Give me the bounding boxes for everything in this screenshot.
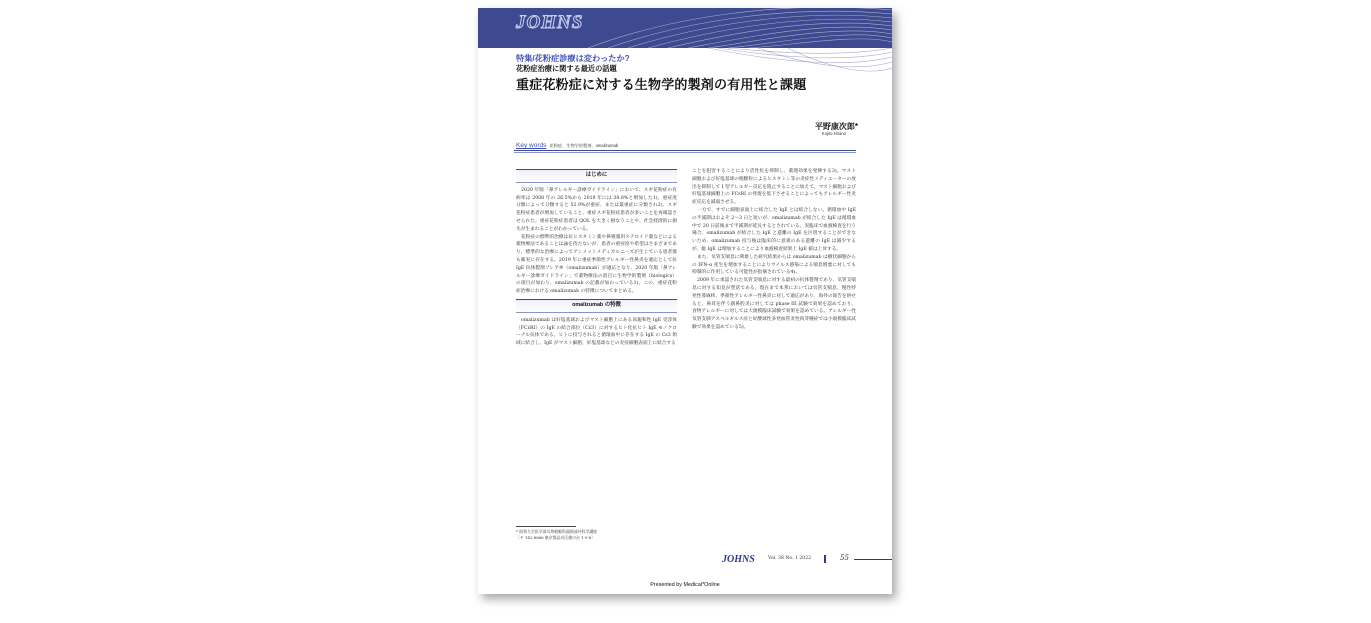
journal-logo-footer: JOHNS	[722, 554, 755, 565]
footnote	[516, 529, 678, 541]
paragraph: 2009 年に承認された気管支喘息に対する最初の抗体製剤であり、気管支喘息に対する知見が豊富である。現在まで本邦においては気管支喘息、慢性特発性蕁麻疹、季節性アレルギー性鼻炎に対して適応があり、海外の報告を併せると、鼻茸を伴う副鼻腔炎に対しては phase III 試験で効果を認めており、食物アレルギーに対しては大規模臨床試験で効果を認めている。アレルギー性気管支肺アスペルギルス症と好酸球性多発血管炎性肉芽腫症では小規模臨床試験で効果を認めている5)。	[692, 278, 856, 330]
keywords-list: 花粉症、生物学的製剤、omalizumab	[549, 143, 619, 148]
article-subtitle: 花粉症治療に関する最近の話題	[516, 64, 617, 73]
footer-rule	[854, 559, 892, 560]
paragraph: 2020 年版「鼻アレルギー診療ガイドライン」において、スギ花粉症の有病率は 2008 年の 26.5%から 2019 年には 38.8%と増加した1)。重症度分類によって分類すると 52.9%が重症、または最重症に分類され2)、スギ花粉症患者が増加していること、重症スギ花粉症患者が多いことを再確認させられた。重症花粉症患者は QOL を大きく損なうことや、社会経済的に損失が生まれることがわかっている。	[516, 187, 677, 232]
paragraph: ことを阻害することにより活性化を抑制し、薬理効果を発揮する3)。マスト細胞および好塩基球の脱顆粒によるヒスタミン等の炎症性メディエーターの放出を抑制して I 型アレルギー反応を阻止することに加えて、マスト細胞および好塩基球細胞上の FCεRI の発現を低下させることによってもアレルギー性炎症反応を減弱させる。	[692, 169, 856, 206]
keywords-label: Key words	[516, 142, 547, 149]
paragraph: 花粉症の標準的治療は抗ヒスタミン薬や鼻噴霧用ステロイド薬などによる薬物療法であることは論を待たないが、患者の重症度や希望はさまざまであり、標準的な治療によってアンメットメディカルニーズが生じている患者群も確実に存在する。2019 年に重症季節性アレルギー性鼻炎を適応として抗 IgE 抗体製剤ゾレア®（omalizumab）が適応となり、2020 年版「鼻アレルギー診療ガイドライン」で薬物療法の項目に生物学的製剤（biologics）の項目が加わり、omalizumab の記載が加わっている1)。この、重症花粉症治療における omalizumab の特徴についてまとめる。	[516, 234, 677, 295]
author-romaji: Kojiro Hirano	[821, 131, 846, 136]
header-band	[478, 8, 892, 48]
footnote-affiliation: * 昭和大学医学部耳鼻咽喉科頭頸部外科学講座	[516, 529, 597, 534]
page-number: 55	[840, 554, 849, 562]
footer-separator	[824, 555, 826, 563]
paragraph: omalizumab は好塩基球およびマスト細胞上にある高親和性 IgE 受容体（FCεRI）の IgE の結合部位（Cε3）に対するヒト化抗ヒト IgE モノクローナル抗体である。ヒトに投与されると循環血中に存在する IgE の Cε3 領域に結合し、IgE がマスト細胞、好塩基球などの炎症細胞表面上に結合する	[516, 317, 677, 347]
article-title: 重症花粉症に対する生物学的製剤の有用性と課題	[516, 77, 807, 92]
footnote-address: 〔〒 142-8666 東京都品川区旗の台 1-5-8〕	[516, 535, 596, 540]
volume-info: Vol. 38 No. 1 2022	[768, 556, 812, 561]
section-heading-intro: はじめに	[516, 169, 677, 183]
special-issue-label: 特集/花粉症診療は変わったか?	[516, 54, 630, 63]
column-right	[692, 168, 856, 332]
paragraph: 一方で、すでに細胞表面上に結合した IgE とは結合しない。循環血中 IgE の半減期はおよそ 2〜3 日と短いが、omalizumab が結合した IgE は循環血中で 20 日前後まで半減期が延長するとされている。実臨床で血液検査を行う場合、omalizumab が結合した IgE と遊離の IgE を区別することができないため、omalizumab 投与後は臨床的に意義のある遊離の IgE は減少するが、総 IgE は増加することにより血液検査結果上 IgE 値は上昇する。	[692, 207, 856, 252]
footnote-rule	[516, 526, 576, 527]
presented-by: Presented by Medical*Online	[650, 582, 720, 588]
author-name: 平野康次郎*	[814, 122, 858, 131]
keywords-row	[516, 142, 618, 149]
journal-logo-header: JOHNS	[516, 12, 584, 33]
keywords-divider-secondary	[514, 152, 856, 153]
journal-page	[478, 8, 892, 594]
keywords-divider	[514, 150, 856, 151]
paragraph: また、気管支喘息に関連した研究結果からは omalizumab は樹状細胞からの IFN-α 産生を増加することによりウイルス感染による喘息増悪に対しても抑制的に作用している可能性が指摘されている4)。	[692, 254, 856, 276]
column-left	[516, 168, 677, 348]
section-heading-omalizumab: omalizumab の特徴	[516, 299, 677, 313]
